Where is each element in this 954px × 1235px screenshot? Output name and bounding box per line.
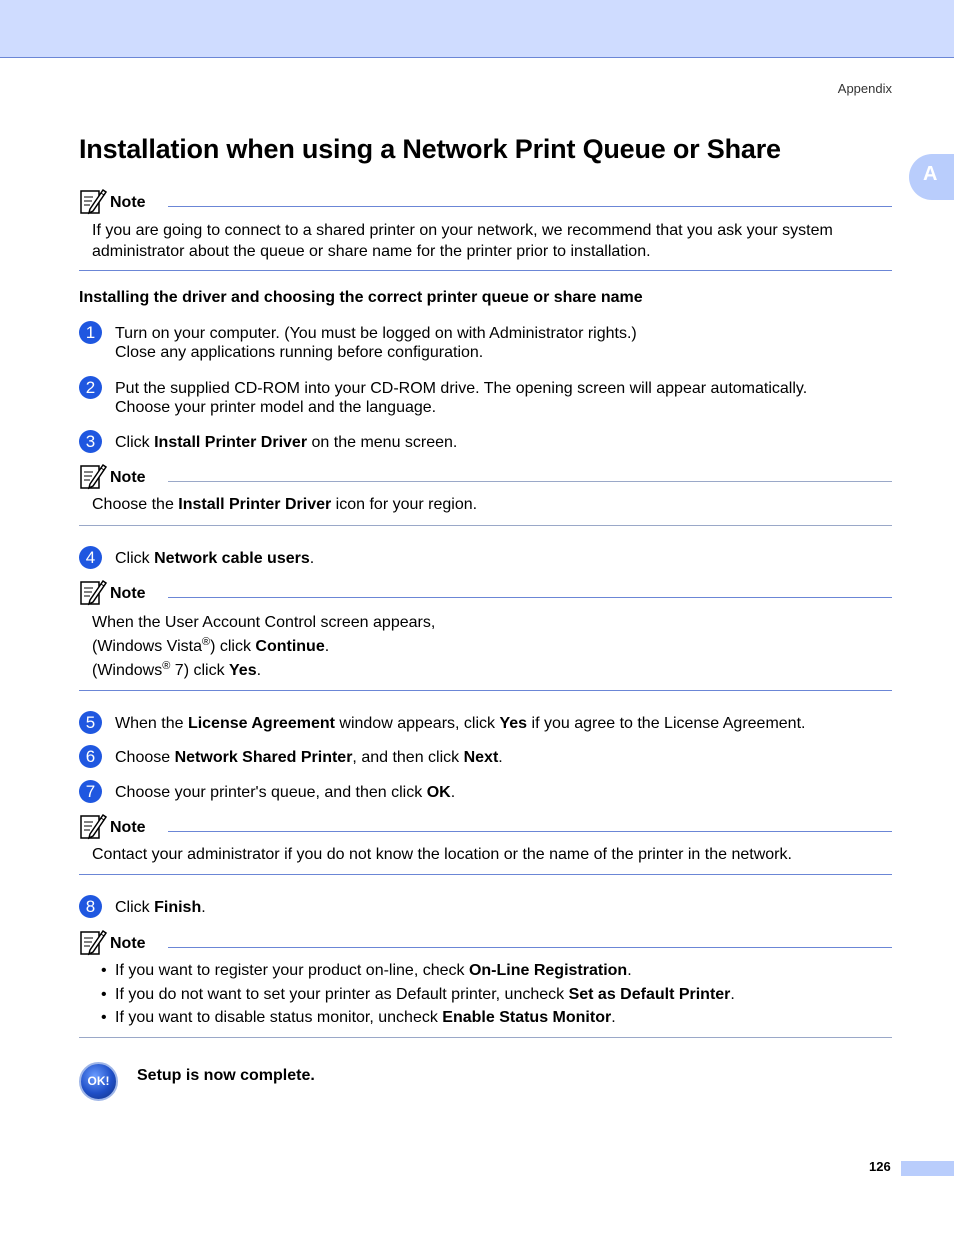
text-run: ) click (210, 638, 256, 655)
ui-label: Yes (229, 662, 257, 679)
step-text (115, 711, 892, 733)
step-number-badge: 8 (79, 895, 102, 918)
step-number-badge: 5 (79, 711, 102, 734)
note-box (79, 812, 892, 878)
step-text (115, 895, 892, 917)
step-number-badge: 4 (79, 546, 102, 569)
step-number-badge: 6 (79, 745, 102, 768)
chapter-tab (909, 154, 954, 200)
note-text-line (92, 659, 892, 683)
note-box (79, 187, 892, 272)
step-number-badge: 1 (79, 321, 102, 344)
note-body: Contact your administrator if you do not know the location or the name of the printer in the network. (92, 846, 792, 863)
text-run: . (450, 784, 456, 801)
ui-label: Network cable users (154, 550, 310, 567)
step-number-badge: 2 (79, 376, 102, 399)
note-pencil-icon (79, 928, 107, 956)
running-header: Appendix (837, 81, 892, 96)
text-run: . (730, 985, 735, 1003)
ui-label: OK (426, 784, 451, 801)
text-run: . (201, 899, 206, 916)
note-label: Note (110, 194, 146, 211)
text-run: If you do not want to set your printer as Default printer, uncheck (115, 985, 569, 1003)
list-item (101, 959, 892, 983)
step-4 (79, 546, 892, 568)
text-run: icon for your region. (331, 496, 478, 513)
page-title: Installation when using a Network Print Queue or Share (79, 134, 781, 164)
note-box (79, 462, 892, 528)
ui-label: Network Shared Printer (174, 749, 353, 766)
note-header (79, 928, 892, 958)
note-header (79, 462, 892, 492)
text-run: Choose your printer's queue, and then click (115, 784, 427, 801)
note-box (79, 578, 892, 693)
step-8 (79, 895, 892, 917)
note-divider (168, 597, 892, 598)
note-pencil-icon (79, 462, 107, 490)
chapter-letter: A (923, 163, 938, 185)
note-label: Note (110, 935, 146, 952)
text-run: Choose the (92, 496, 179, 513)
ui-label: Next (463, 749, 499, 766)
step-6 (79, 745, 892, 767)
text-run: . (256, 662, 262, 679)
note-text-line: If you are going to connect to a shared printer on your network, we recommend that you ask your system (92, 222, 833, 239)
note-pencil-icon (79, 812, 107, 840)
ui-label: Continue (255, 638, 325, 655)
note-text-line (92, 635, 892, 659)
note-divider (168, 831, 892, 832)
step-number-badge: 3 (79, 430, 102, 453)
text-run: , and then click (352, 749, 464, 766)
step-text (115, 321, 892, 362)
note-header (79, 578, 892, 608)
list-item (101, 983, 892, 1007)
note-pencil-icon (79, 578, 107, 606)
note-pencil-icon (79, 187, 107, 215)
step-text (115, 430, 892, 452)
step-2 (79, 376, 892, 417)
note-label: Note (110, 819, 146, 836)
note-divider (168, 206, 892, 207)
list-item (101, 1006, 892, 1030)
note-bottom-rule (79, 270, 892, 271)
note-bullet-list (79, 958, 892, 1030)
note-text-line: administrator about the queue or share name for the printer prior to installation. (92, 243, 651, 260)
note-bottom-rule (79, 690, 892, 691)
note-label: Note (110, 469, 146, 486)
step-line: Choose your printer model and the language. (115, 399, 437, 416)
note-body (79, 217, 892, 262)
note-box (79, 928, 892, 1040)
completion-text: Setup is now complete. (137, 1067, 315, 1084)
step-1 (79, 321, 892, 362)
text-run: Choose (115, 749, 175, 766)
note-divider (168, 481, 892, 482)
note-body (79, 608, 892, 683)
text-run: When the (115, 715, 188, 732)
ui-label-install-printer-driver: Install Printer Driver (154, 434, 308, 451)
ui-label: Enable Status Monitor (442, 1009, 612, 1026)
top-header-band (0, 0, 954, 58)
text-run: (Windows (92, 662, 163, 679)
text-run: . (498, 749, 503, 766)
text-run: window appears, click (334, 715, 500, 732)
ui-label: Yes (499, 715, 528, 732)
ui-label: On-Line Registration (468, 962, 628, 979)
step-text (115, 780, 892, 802)
ui-label: Finish (154, 899, 202, 916)
text-run: Click (115, 434, 155, 451)
step-text (115, 745, 892, 767)
text-run: If you want to disable status monitor, uncheck (115, 1009, 443, 1026)
note-header (79, 812, 892, 842)
note-divider (168, 947, 892, 948)
step-number-badge: 7 (79, 780, 102, 803)
registered-mark: ® (201, 636, 211, 648)
note-header (79, 187, 892, 217)
page-number-tab (901, 1161, 954, 1176)
note-bottom-rule (79, 1037, 892, 1038)
section-heading: Installing the driver and choosing the correct printer queue or share name (79, 289, 643, 306)
step-3 (79, 430, 892, 452)
text-run: . (309, 550, 315, 567)
page-number: 126 (869, 1159, 891, 1174)
step-line: Turn on your computer. (You must be logged on with Administrator rights.) (115, 325, 637, 342)
text-run: (Windows Vista (92, 638, 202, 655)
ui-label: Set as Default Printer (568, 985, 731, 1003)
note-bottom-rule (79, 525, 892, 526)
text-run: . (324, 638, 330, 655)
ui-label: Install Printer Driver (178, 496, 332, 513)
text-run: Click (115, 550, 155, 567)
note-body (79, 492, 892, 515)
text-run: Click (115, 899, 155, 916)
ok-badge-icon: OK! (79, 1062, 118, 1101)
note-label: Note (110, 585, 146, 602)
step-text (115, 376, 892, 417)
note-bottom-rule (79, 874, 892, 875)
text-run: If you want to register your product on-line, check (115, 962, 469, 979)
text-run: . (611, 1009, 616, 1026)
text-run: . (627, 962, 632, 979)
ui-label: License Agreement (187, 715, 335, 732)
registered-mark: ® (162, 660, 171, 672)
text-run: on the menu screen. (307, 434, 458, 451)
step-line: Put the supplied CD-ROM into your CD-ROM drive. The opening screen will appear automatically. (115, 380, 808, 397)
step-text (115, 546, 892, 568)
step-7 (79, 780, 892, 802)
note-text-line: When the User Account Control screen appears, (92, 614, 436, 631)
step-line: Close any applications running before configuration. (115, 344, 484, 361)
text-run: 7) click (170, 662, 230, 679)
step-5 (79, 711, 892, 733)
text-run: if you agree to the License Agreement. (527, 715, 806, 732)
